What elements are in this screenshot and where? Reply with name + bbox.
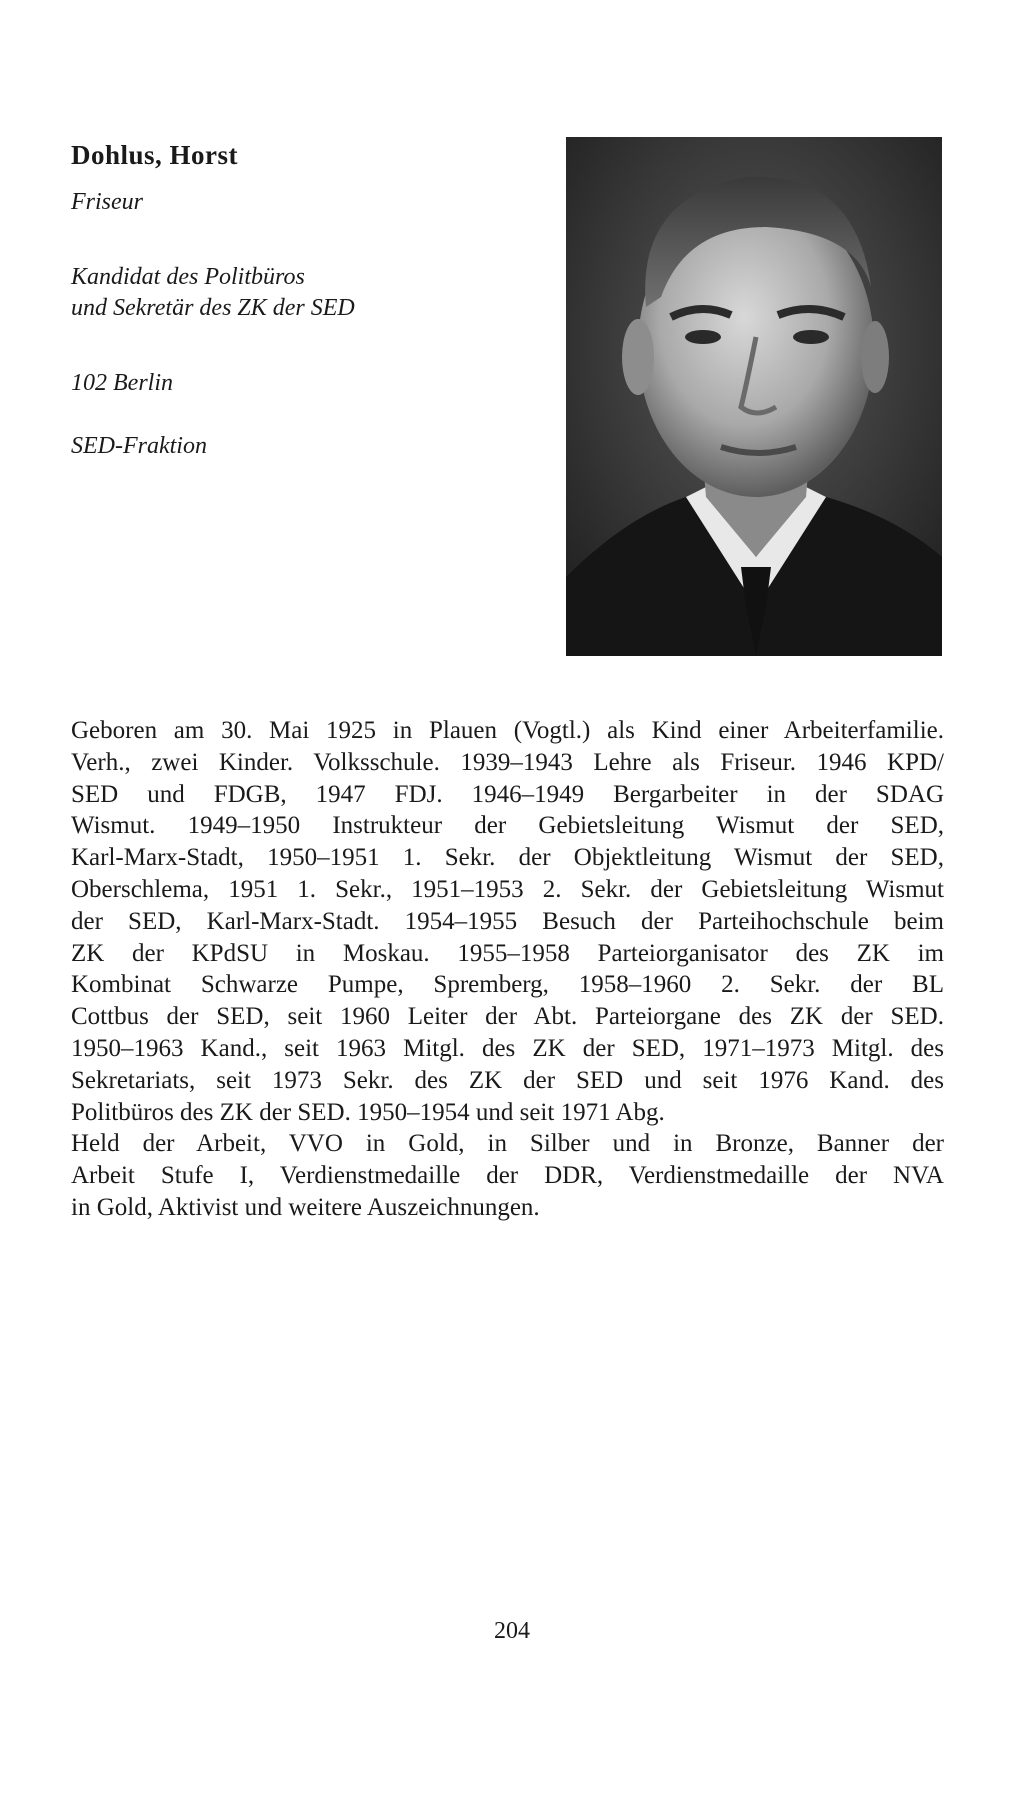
bio-line: Geboren am 30. Mai 1925 in Plauen (Vogtl.) als Kind einer Arbeiterfamilie. (71, 717, 944, 744)
bio-line: Karl-Marx-Stadt, 1950–1951 1. Sekr. der Objektleitung Wismut der SED, (71, 844, 944, 872)
position-line-2: und Sekretär des ZK der SED (71, 295, 355, 321)
bio-line: Sekretariats, seit 1973 Sekr. des ZK der SED und seit 1976 Kand. des (71, 1066, 944, 1094)
awards-line: Arbeit Stufe I, Verdienstmedaille der DDR, Verdienstmedaille der NVA (71, 1162, 944, 1190)
bio-line: Oberschlema, 1951 1. Sekr., 1951–1953 2. Sekr. der Gebietsleitung Wismut (71, 875, 944, 903)
entry-name: Dohlus, Horst (71, 140, 239, 170)
biography (71, 715, 944, 1224)
bio-line: Wismut. 1949–1950 Instrukteur der Gebietsleitung Wismut der SED, (71, 812, 944, 840)
page-number: 204 (494, 1618, 530, 1644)
position-line-1: Kandidat des Politbüros (71, 264, 305, 290)
bio-line: 1950–1963 Kand., seit 1963 Mitgl. des ZK der SED, 1971–1973 Mitgl. des (71, 1034, 944, 1062)
bio-line: Politbüros des ZK der SED. 1950–1954 und seit 1971 Abg. (71, 1098, 665, 1126)
faction: SED-Fraktion (71, 433, 207, 459)
bio-line: Kombinat Schwarze Pumpe, Spremberg, 1958–1960 2. Sekr. der BL (71, 971, 944, 999)
bio-line: SED und FDGB, 1947 FDJ. 1946–1949 Bergarbeiter in der SDAG (71, 780, 944, 808)
awards-line: in Gold, Aktivist und weitere Auszeichnungen. (71, 1193, 540, 1221)
occupation: Friseur (71, 189, 143, 215)
bio-line: Verh., zwei Kinder. Volksschule. 1939–1943 Lehre als Friseur. 1946 KPD/ (71, 748, 944, 776)
address: 102 Berlin (71, 370, 173, 396)
bio-line: Cottbus der SED, seit 1960 Leiter der Abt. Parteiorgane des ZK der SED. (71, 1003, 944, 1031)
bio-line: der SED, Karl-Marx-Stadt. 1954–1955 Besuch der Parteihochschule beim (71, 907, 944, 935)
position (71, 262, 355, 324)
awards-line: Held der Arbeit, VVO in Gold, in Silber und in Bronze, Banner der (71, 1130, 944, 1158)
portrait-photo (566, 137, 942, 656)
bio-line: ZK der KPdSU in Moskau. 1955–1958 Parteiorganisator des ZK im (71, 939, 944, 967)
